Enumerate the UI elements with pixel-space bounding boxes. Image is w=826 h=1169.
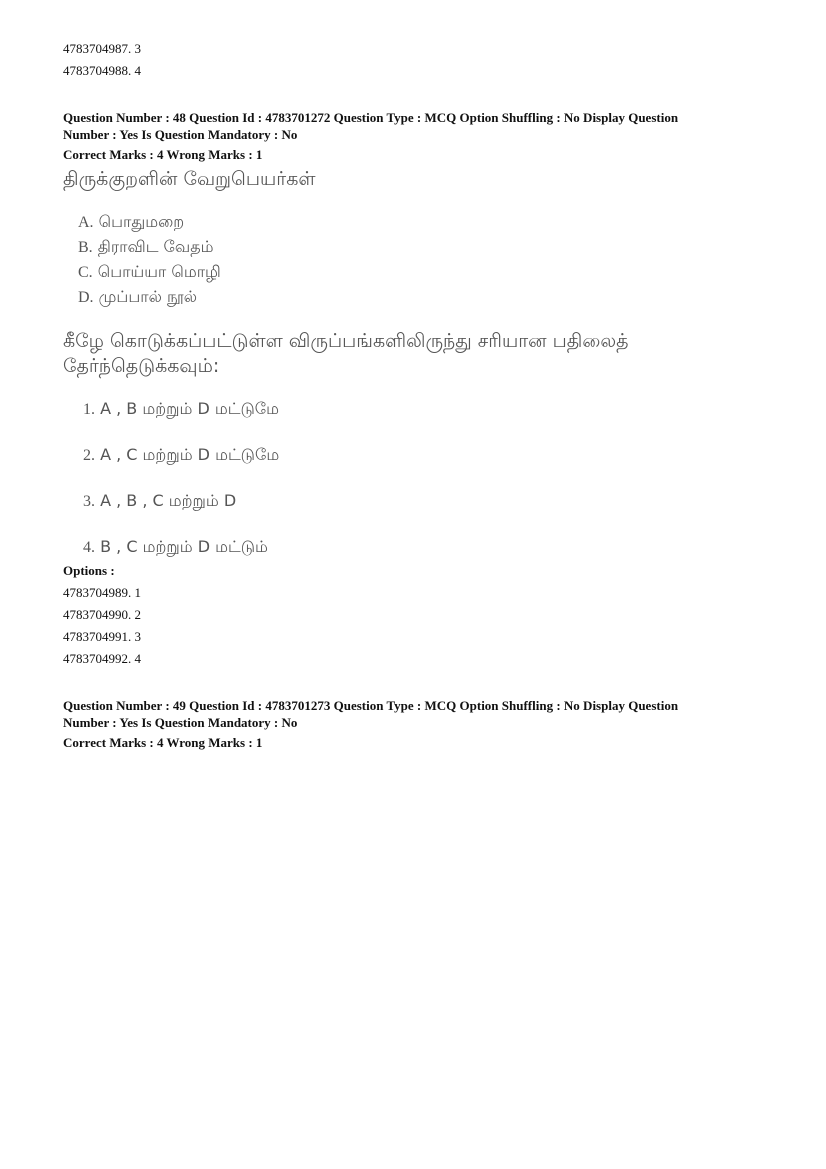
statement-label: D.: [78, 289, 94, 306]
q48-choice-1: [83, 399, 279, 420]
statement-label: B.: [78, 239, 93, 256]
q49-marks: Correct Marks : 4 Wrong Marks : 1: [63, 735, 263, 750]
q49-header-line1: Question Number : 49 Question Id : 4783701273 Question Type : MCQ Option Shuffling : No Display Question: [63, 698, 679, 713]
prev-option-4: 4783704988. 4: [63, 63, 141, 78]
choice-number: 2.: [83, 447, 95, 464]
statement-text: பொதுமறை: [98, 212, 185, 231]
statement-text: முப்பால் நூல்: [98, 287, 198, 306]
statement-label: A.: [78, 214, 94, 231]
choice-number: 3.: [83, 493, 95, 510]
choice-text: A , C மற்றும் D மட்டுமே: [100, 445, 280, 464]
q48-option-1: 4783704989. 1: [63, 585, 141, 600]
statement-label: C.: [78, 264, 93, 281]
q48-options-label: Options :: [63, 563, 115, 578]
choice-number: 1.: [83, 401, 95, 418]
q48-marks: Correct Marks : 4 Wrong Marks : 1: [63, 147, 263, 162]
choice-text: A , B , C மற்றும் D: [100, 491, 237, 510]
q48-statement-c: [78, 262, 221, 283]
choice-text: A , B மற்றும் D மட்டுமே: [100, 399, 279, 418]
statement-text: பொய்யா மொழி: [97, 262, 221, 281]
q48-header-line2: Number : Yes Is Question Mandatory : No: [63, 127, 298, 142]
prev-option-3: 4783704987. 3: [63, 41, 141, 56]
statement-text: திராவிட வேதம்: [97, 237, 214, 256]
q48-choice-3: [83, 491, 236, 512]
q48-choice-2: [83, 445, 279, 466]
q48-statement-b: [78, 237, 214, 258]
q48-instruction-line1: கீழே கொடுக்கப்பட்டுள்ள விருப்பங்களிலிருந்து சரியான பதிலைத்: [63, 330, 629, 352]
choice-text: B , C மற்றும் D மட்டும்: [100, 537, 268, 556]
q48-option-3: 4783704991. 3: [63, 629, 141, 644]
q48-option-2: 4783704990. 2: [63, 607, 141, 622]
q48-choice-4: [83, 537, 268, 558]
q48-statement-a: [78, 212, 184, 233]
q48-option-4: 4783704992. 4: [63, 651, 141, 666]
q48-instruction-line2: தேர்ந்தெடுக்கவும்:: [63, 355, 220, 377]
q49-header-line2: Number : Yes Is Question Mandatory : No: [63, 715, 298, 730]
q48-question-text: திருக்குறளின் வேறுபெயர்கள்: [63, 168, 316, 190]
q48-statement-d: [78, 287, 197, 308]
choice-number: 4.: [83, 539, 95, 556]
q48-header-line1: Question Number : 48 Question Id : 4783701272 Question Type : MCQ Option Shuffling : No Display Question: [63, 110, 679, 125]
